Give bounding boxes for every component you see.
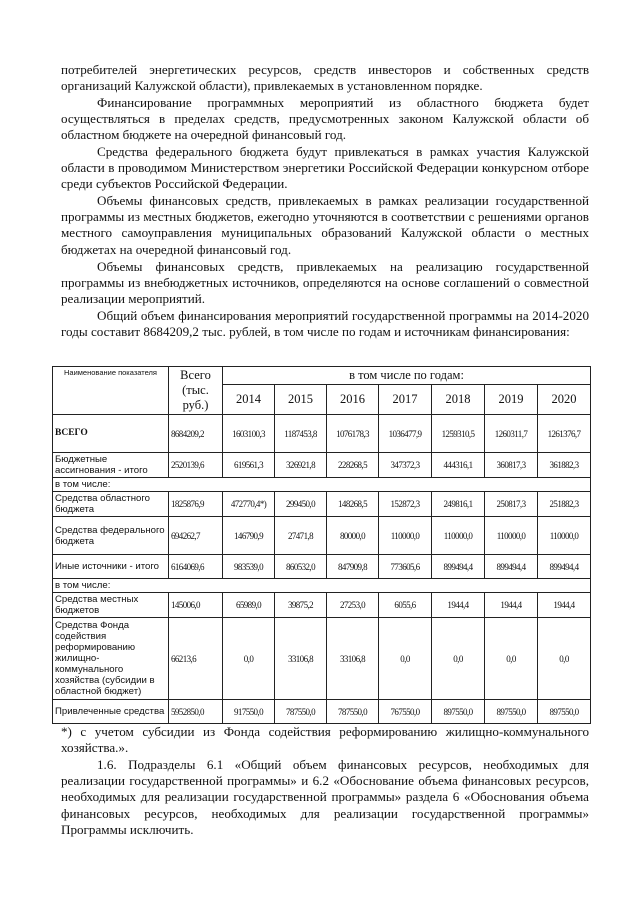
cell-year-2017: 6055,6 [379, 593, 432, 618]
cell-year-2014: 1603100,3 [223, 415, 275, 453]
table-row [53, 555, 591, 579]
paragraph-3: Средства федерального бюджета будут привлекаться в рамках участия Калужской области в проводимом Министерством энергетики Российской Федерации конкурсном отборе среди субъектов Российской Федерации. [61, 144, 589, 192]
table-row [53, 492, 591, 517]
cell-year-2014: 146790,9 [223, 517, 275, 555]
cell-total: 5952850,0 [169, 700, 223, 724]
cell-year-2017: 0,0 [379, 618, 432, 700]
row-label: ВСЕГО [53, 415, 169, 453]
cell-year-2014: 472770,4*) [223, 492, 275, 517]
paragraph-1-6: 1.6. Подразделы 6.1 «Общий объем финансовых ресурсов, необходимых для реализации государственной программы» и 6.2 «Обоснование объема финансовых ресурсов, необходимых для реализации государственной программы» раздела 6 «Обоснования объема финансовых ресурсов, необходимых для реализации государственной программы» Программы исключить. [61, 757, 589, 837]
header-year-2017: 2017 [379, 385, 432, 415]
cell-year-2019: 360817,3 [485, 453, 538, 478]
cell-year-2015: 787550,0 [275, 700, 327, 724]
cell-year-2020: 251882,3 [538, 492, 591, 517]
table-row [53, 618, 591, 700]
cell-year-2018: 0,0 [432, 618, 485, 700]
header-year-2014: 2014 [223, 385, 275, 415]
cell-year-2019: 110000,0 [485, 517, 538, 555]
paragraph-1: потребителей энергетических ресурсов, средств инвесторов и собственных средств организаций Калужской области), привлекаемых в установленном порядке. [61, 62, 589, 94]
cell-year-2015: 299450,0 [275, 492, 327, 517]
cell-year-2016: 148268,5 [327, 492, 379, 517]
cell-year-2020: 899494,4 [538, 555, 591, 579]
cell-year-2020: 897550,0 [538, 700, 591, 724]
cell-year-2016: 33106,8 [327, 618, 379, 700]
cell-year-2020: 1944,4 [538, 593, 591, 618]
cell-year-2016: 787550,0 [327, 700, 379, 724]
row-label: Средства федерального бюджета [53, 517, 169, 555]
cell-year-2018: 899494,4 [432, 555, 485, 579]
cell-year-2019: 897550,0 [485, 700, 538, 724]
cell-year-2017: 773605,6 [379, 555, 432, 579]
table-footnote: *) с учетом субсидии из Фонда содействия реформированию жилищно-коммунального хозяйства.». [61, 724, 589, 756]
header-year-2016: 2016 [327, 385, 379, 415]
cell-year-2014: 983539,0 [223, 555, 275, 579]
header-by-years: в том числе по годам: [223, 367, 591, 385]
cell-year-2016: 847909,8 [327, 555, 379, 579]
row-label: Бюджетные ассигнования - итого [53, 453, 169, 478]
cell-year-2016: 80000,0 [327, 517, 379, 555]
row-label: в том числе: [53, 478, 591, 492]
cell-year-2017: 1036477,9 [379, 415, 432, 453]
table-row [53, 453, 591, 478]
financing-table [52, 366, 591, 724]
paragraph-5: Объемы финансовых средств, привлекаемых на реализацию государственной программы из внебюджетных источников, определяются на основе соглашений о совместной реализации мероприятий. [61, 259, 589, 307]
cell-total: 6164069,6 [169, 555, 223, 579]
header-year-2015: 2015 [275, 385, 327, 415]
row-label: Средства областного бюджета [53, 492, 169, 517]
cell-year-2017: 347372,3 [379, 453, 432, 478]
cell-total: 694262,7 [169, 517, 223, 555]
cell-year-2018: 110000,0 [432, 517, 485, 555]
cell-year-2014: 917550,0 [223, 700, 275, 724]
table-row [53, 700, 591, 724]
cell-year-2017: 152872,3 [379, 492, 432, 517]
cell-year-2014: 65989,0 [223, 593, 275, 618]
paragraph-6: Общий объем финансирования мероприятий государственной программы на 2014-2020 годы составит 8684209,2 тыс. рублей, в том числе по годам и источникам финансирования: [61, 308, 589, 340]
cell-year-2015: 860532,0 [275, 555, 327, 579]
row-label: Средства местных бюджетов [53, 593, 169, 618]
cell-year-2017: 767550,0 [379, 700, 432, 724]
cell-year-2015: 33106,8 [275, 618, 327, 700]
cell-year-2015: 326921,8 [275, 453, 327, 478]
header-year-2019: 2019 [485, 385, 538, 415]
cell-year-2014: 0,0 [223, 618, 275, 700]
cell-year-2019: 899494,4 [485, 555, 538, 579]
row-label: Средства Фонда содействия реформированию жилищно-коммунального хозяйства (субсидии в областной бюджет) [53, 618, 169, 700]
cell-year-2018: 1259310,5 [432, 415, 485, 453]
cell-total: 8684209,2 [169, 415, 223, 453]
row-label: в том числе: [53, 579, 591, 593]
cell-year-2017: 110000,0 [379, 517, 432, 555]
paragraph-2: Финансирование программных мероприятий из областного бюджета будет осуществляться в пределах средств, предусмотренных законом Калужской области об областном бюджете на очередной финансовый год. [61, 95, 589, 143]
header-year-2018: 2018 [432, 385, 485, 415]
cell-year-2016: 1076178,3 [327, 415, 379, 453]
table-row [53, 478, 591, 492]
cell-year-2015: 1187453,8 [275, 415, 327, 453]
cell-year-2015: 39875,2 [275, 593, 327, 618]
cell-total: 1825876,9 [169, 492, 223, 517]
cell-year-2019: 1944,4 [485, 593, 538, 618]
cell-year-2018: 444316,1 [432, 453, 485, 478]
table-row [53, 517, 591, 555]
cell-year-2016: 27253,0 [327, 593, 379, 618]
cell-total: 2520139,6 [169, 453, 223, 478]
cell-year-2016: 228268,5 [327, 453, 379, 478]
cell-year-2020: 361882,3 [538, 453, 591, 478]
row-label: Иные источники - итого [53, 555, 169, 579]
cell-year-2020: 1261376,7 [538, 415, 591, 453]
table-row [53, 415, 591, 453]
row-label: Привлеченные средства [53, 700, 169, 724]
cell-year-2019: 250817,3 [485, 492, 538, 517]
cell-year-2020: 0,0 [538, 618, 591, 700]
table-row [53, 593, 591, 618]
header-year-2020: 2020 [538, 385, 591, 415]
cell-year-2019: 0,0 [485, 618, 538, 700]
cell-year-2020: 110000,0 [538, 517, 591, 555]
header-indicator: Наименование показателя [53, 367, 169, 415]
cell-year-2019: 1260311,7 [485, 415, 538, 453]
table-row [53, 579, 591, 593]
paragraph-4: Объемы финансовых средств, привлекаемых в рамках реализации государственной программы из местных бюджетов, ежегодно уточняются в соответствии с решениями органов местного самоуправления муниципальных образований Калужской области о местных бюджетах на очередной финансовый год. [61, 193, 589, 257]
header-total: Всего (тыс. руб.) [169, 367, 223, 415]
cell-year-2015: 27471,8 [275, 517, 327, 555]
cell-year-2018: 249816,1 [432, 492, 485, 517]
cell-year-2018: 897550,0 [432, 700, 485, 724]
cell-total: 66213,6 [169, 618, 223, 700]
cell-year-2018: 1944,4 [432, 593, 485, 618]
cell-total: 145006,0 [169, 593, 223, 618]
cell-year-2014: 619561,3 [223, 453, 275, 478]
